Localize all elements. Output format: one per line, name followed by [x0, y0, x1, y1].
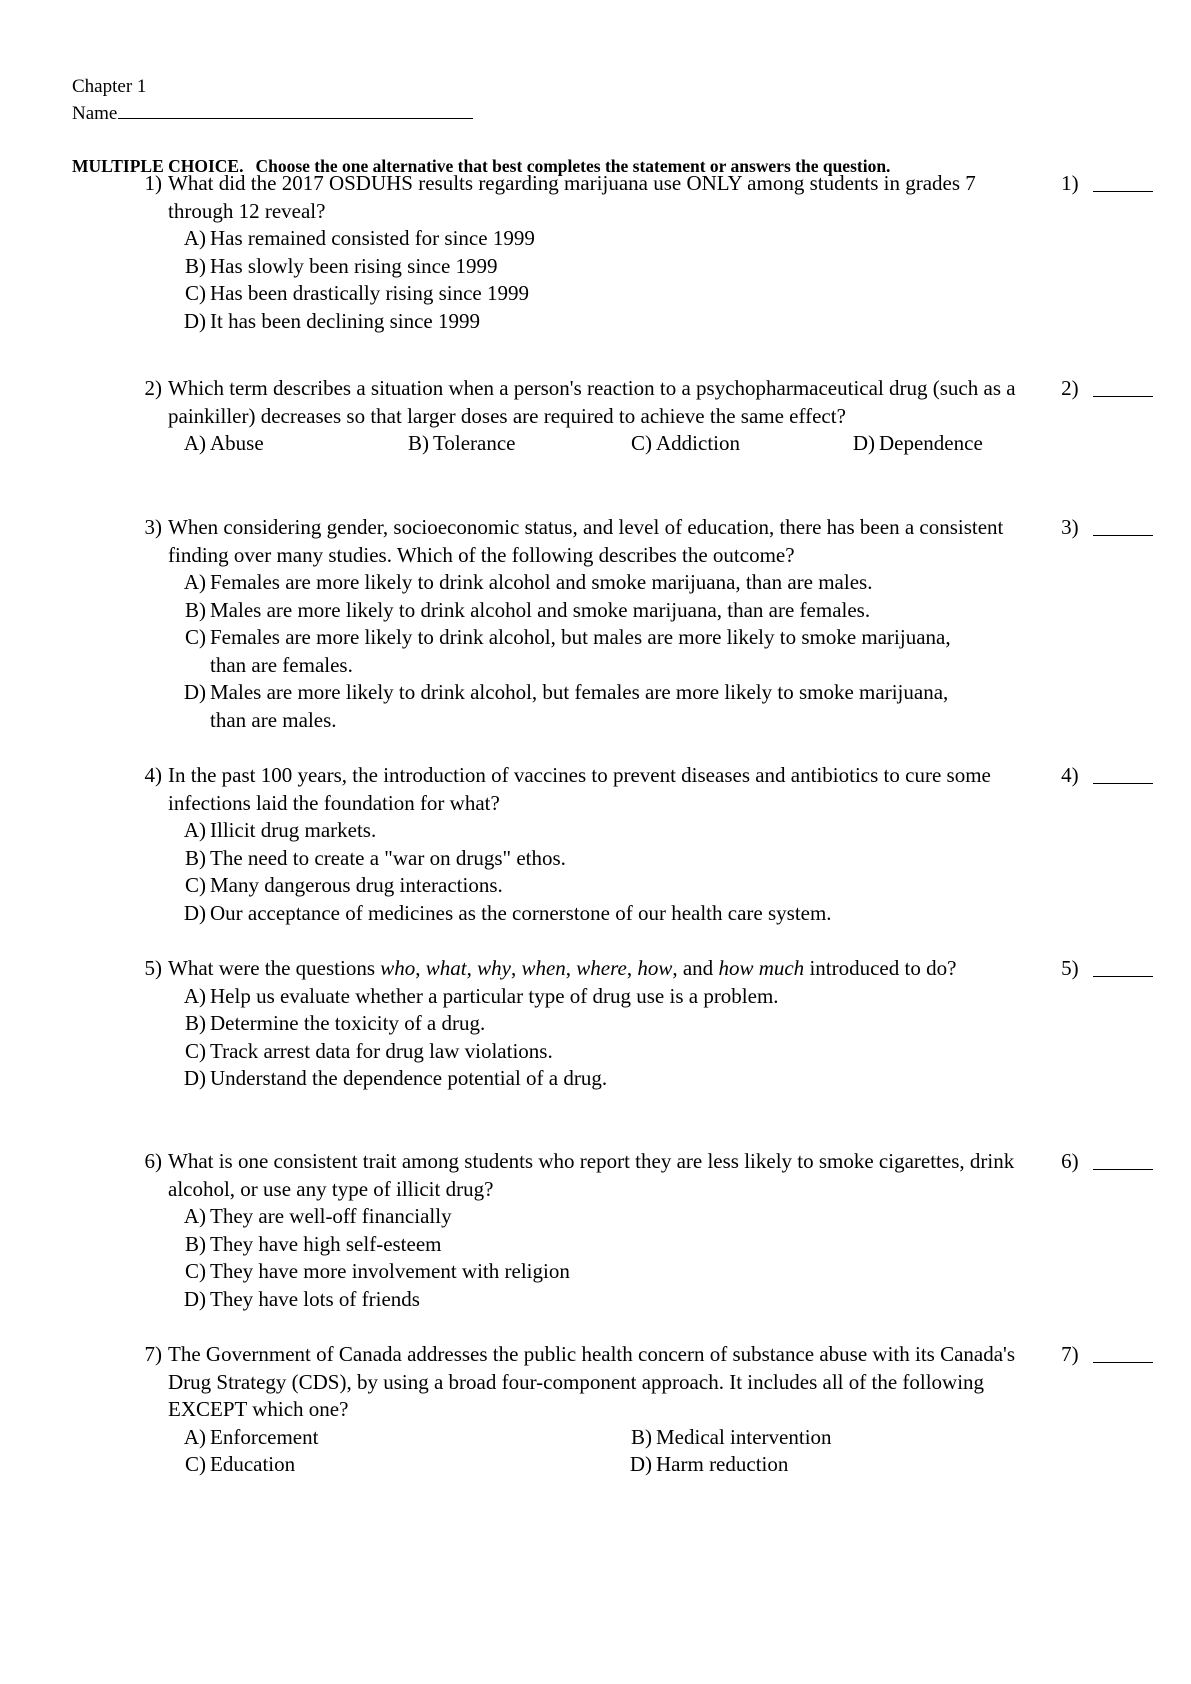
question-stem [130, 955, 1130, 983]
choice-c [180, 1258, 1130, 1286]
choice-letter: A) [183, 570, 206, 594]
answer-number: 2) [1061, 376, 1079, 400]
choice-text: Dependence [879, 431, 983, 455]
choice-letter: D) [183, 1286, 206, 1311]
choice-text: Understand the dependence potential of a drug. [210, 1066, 608, 1090]
choice-text: Harm reduction [656, 1452, 789, 1476]
choice-d [180, 1286, 1130, 1314]
choice-a [180, 430, 403, 458]
question-text: In the past 100 years, the introduction of vaccines to prevent diseases and antibiotics to cure some infections laid the foundation for what? [168, 763, 991, 815]
answer-number: 5) [1061, 956, 1079, 980]
choice-letter: B) [185, 597, 206, 622]
choice-a [180, 983, 1130, 1011]
answer-blank-line [1093, 762, 1153, 784]
stem-segment: introduced to do? [804, 956, 957, 980]
choice-b [180, 253, 1130, 281]
stem-segment: What were the questions [168, 956, 381, 980]
choice-c [626, 430, 849, 458]
chapter-title: Chapter 1 [72, 76, 147, 97]
choice-text: Addiction [656, 431, 740, 455]
question-number: 7) [144, 1342, 162, 1366]
choice-d [180, 679, 1130, 734]
choice-letter: B) [185, 1231, 206, 1256]
question-2 [130, 375, 1130, 458]
choice-letter: D) [183, 680, 206, 704]
question-3 [130, 514, 1130, 734]
answer-blank-line [1093, 514, 1153, 536]
choice-letter: B) [185, 1011, 206, 1035]
question-text: When considering gender, socioeconomic status, and level of education, there has been a consistent finding over many studies. Which of the following describes the outcome? [168, 515, 1004, 567]
choice-b [180, 845, 1130, 873]
question-number: 2) [144, 376, 162, 400]
answer-slot [1043, 762, 1153, 790]
choice-letter: C) [185, 1038, 206, 1063]
instructions-text: Choose the one alternative that best completes the statement or answers the question. [255, 156, 891, 176]
choice-letter: C) [185, 625, 206, 649]
choice-letter: B) [631, 1424, 652, 1449]
choice-text: It has been declining since 1999 [210, 308, 481, 333]
question-number: 5) [144, 956, 162, 980]
answer-slot [1043, 955, 1153, 983]
question-stem [130, 1341, 1130, 1424]
question-1 [130, 170, 1130, 335]
choice-c [180, 1451, 626, 1479]
answer-number: 6) [1061, 1149, 1079, 1173]
answer-slot [1043, 1148, 1153, 1176]
question-text: The Government of Canada addresses the public health concern of substance abuse with its Canada's Drug Strategy (CDS), by using a broad four-component approach. It includes all of the following EXCEPT which one? [168, 1342, 1016, 1421]
question-7 [130, 1341, 1130, 1479]
choice-text: They have more involvement with religion [210, 1259, 570, 1283]
choice-row [180, 1451, 1130, 1479]
choice-list [180, 569, 1130, 734]
choice-letter: D) [629, 1452, 652, 1476]
choice-d [180, 308, 1130, 336]
choice-letter: C) [185, 873, 206, 897]
choice-text: Females are more likely to drink alcohol, but males are more likely to smoke marijuana, than are females. [210, 625, 951, 677]
choice-list [180, 983, 1130, 1093]
choice-row [180, 1424, 1130, 1452]
choice-c [180, 280, 1130, 308]
choice-letter: C) [631, 431, 652, 455]
stem-italic-term: when [521, 956, 566, 980]
choice-letter: D) [183, 900, 206, 925]
choice-text: They have lots of friends [210, 1286, 420, 1311]
choice-text: Males are more likely to drink alcohol, but females are more likely to smoke marijuana, than are males. [210, 680, 949, 732]
choice-letter: D) [852, 431, 875, 455]
choice-letter: D) [183, 1066, 206, 1090]
name-label: Name [72, 103, 118, 124]
choice-text: Help us evaluate whether a particular type of drug use is a problem. [210, 983, 779, 1008]
choice-a [180, 225, 1130, 253]
question-number: 1) [144, 171, 162, 195]
choice-letter: A) [183, 1204, 206, 1228]
choice-letter: A) [183, 226, 206, 250]
choice-letter: C) [185, 281, 206, 305]
choice-text: They are well-off financially [210, 1204, 452, 1228]
stem-italic-term: why [477, 956, 511, 980]
choice-text: Track arrest data for drug law violations. [210, 1038, 553, 1063]
stem-italic-term: how [637, 956, 673, 980]
question-stem [130, 170, 1130, 225]
choice-letter: C) [185, 1259, 206, 1283]
choice-c [180, 872, 1130, 900]
choice-list [180, 817, 1130, 927]
question-6 [130, 1148, 1130, 1313]
choice-text: Illicit drug markets. [210, 818, 377, 842]
choice-d [180, 900, 1130, 928]
choice-letter: B) [185, 253, 206, 278]
choice-letter: B) [408, 431, 429, 455]
stem-italic-term: where [576, 956, 627, 980]
choice-letter: A) [183, 1424, 206, 1449]
answer-blank-line [1093, 375, 1153, 397]
choice-letter: C) [185, 1452, 206, 1476]
question-text: What is one consistent trait among students who report they are less likely to smoke cigarettes, drink alcohol, or use any type of illicit drug? [168, 1149, 1015, 1201]
stem-segment: , [565, 956, 577, 980]
stem-segment: , [626, 956, 638, 980]
stem-segment: , [466, 956, 478, 980]
question-stem [130, 1148, 1130, 1203]
answer-number: 3) [1061, 515, 1079, 539]
choice-list [180, 1203, 1130, 1313]
choice-text: Abuse [210, 431, 264, 455]
question-stem [130, 375, 1130, 430]
name-blank-line [118, 100, 473, 119]
choice-b [180, 1010, 1130, 1038]
choice-a [180, 1203, 1130, 1231]
question-text: What did the 2017 OSDUHS results regarding marijuana use ONLY among students in grades 7 through 12 reveal? [168, 171, 976, 223]
question-text: Which term describes a situation when a person's reaction to a psychopharmaceutical drug (such as a painkiller) decreases so that larger doses are required to achieve the same effect? [168, 376, 1016, 428]
answer-slot [1043, 514, 1153, 542]
stem-segment: , [510, 956, 522, 980]
choice-a [180, 817, 1130, 845]
choice-letter: B) [185, 845, 206, 870]
choice-text: The need to create a "war on drugs" ethos. [210, 845, 566, 870]
choice-a [180, 569, 1130, 597]
choice-letter: D) [183, 308, 206, 333]
answer-blank-line [1093, 1148, 1153, 1170]
choice-text: Determine the toxicity of a drug. [210, 1011, 486, 1035]
stem-italic-term: who [380, 956, 416, 980]
answer-blank-line [1093, 1341, 1153, 1363]
choice-text: Has remained consisted for since 1999 [210, 226, 535, 250]
choice-text: Medical intervention [656, 1424, 832, 1449]
choice-d [180, 1065, 1130, 1093]
choice-c [180, 624, 1130, 679]
choice-d [626, 1451, 1072, 1479]
choice-text: Many dangerous drug interactions. [210, 873, 503, 897]
question-stem [130, 514, 1130, 569]
choice-text: Males are more likely to drink alcohol and smoke marijuana, than are females. [210, 597, 871, 622]
answer-blank-line [1093, 955, 1153, 977]
question-text [162, 955, 1038, 983]
question-4 [130, 762, 1130, 927]
choice-text: Has slowly been rising since 1999 [210, 253, 498, 278]
answer-number: 4) [1061, 763, 1079, 787]
choice-letter: A) [183, 818, 206, 842]
question-stem [130, 762, 1130, 817]
choice-letter: A) [183, 431, 206, 455]
choice-list [180, 225, 1130, 335]
stem-segment: , [415, 956, 426, 980]
choice-b [626, 1424, 1072, 1452]
stem-italic-term: how much [718, 956, 805, 980]
choice-letter: A) [183, 983, 206, 1008]
choice-c [180, 1038, 1130, 1066]
question-number: 4) [144, 763, 162, 787]
choice-b [180, 1231, 1130, 1259]
page-header [72, 74, 473, 127]
stem-segment: , and [672, 956, 719, 980]
choice-text: Has been drastically rising since 1999 [210, 281, 529, 305]
answer-slot [1043, 375, 1153, 403]
choice-text: Tolerance [433, 431, 516, 455]
stem-italic-term: what [425, 956, 467, 980]
choice-text: They have high self-esteem [210, 1231, 442, 1256]
name-field [72, 100, 473, 127]
choice-text: Our acceptance of medicines as the cornerstone of our health care system. [210, 900, 832, 925]
answer-blank-line [1093, 170, 1153, 192]
question-number: 6) [144, 1149, 162, 1173]
answer-slot [1043, 170, 1153, 198]
question-5 [130, 955, 1130, 1093]
choice-text: Education [210, 1452, 296, 1476]
choice-a [180, 1424, 626, 1452]
answer-slot [1043, 1341, 1153, 1369]
question-number: 3) [144, 515, 162, 539]
answer-number: 1) [1061, 171, 1079, 195]
section-heading: MULTIPLE CHOICE. [72, 156, 244, 176]
choice-list [180, 430, 1130, 458]
choice-text: Enforcement [210, 1424, 319, 1449]
choice-d [849, 430, 1072, 458]
choice-b [180, 597, 1130, 625]
choice-text: Females are more likely to drink alcohol and smoke marijuana, than are males. [210, 570, 873, 594]
choice-b [403, 430, 626, 458]
answer-number: 7) [1061, 1342, 1079, 1366]
